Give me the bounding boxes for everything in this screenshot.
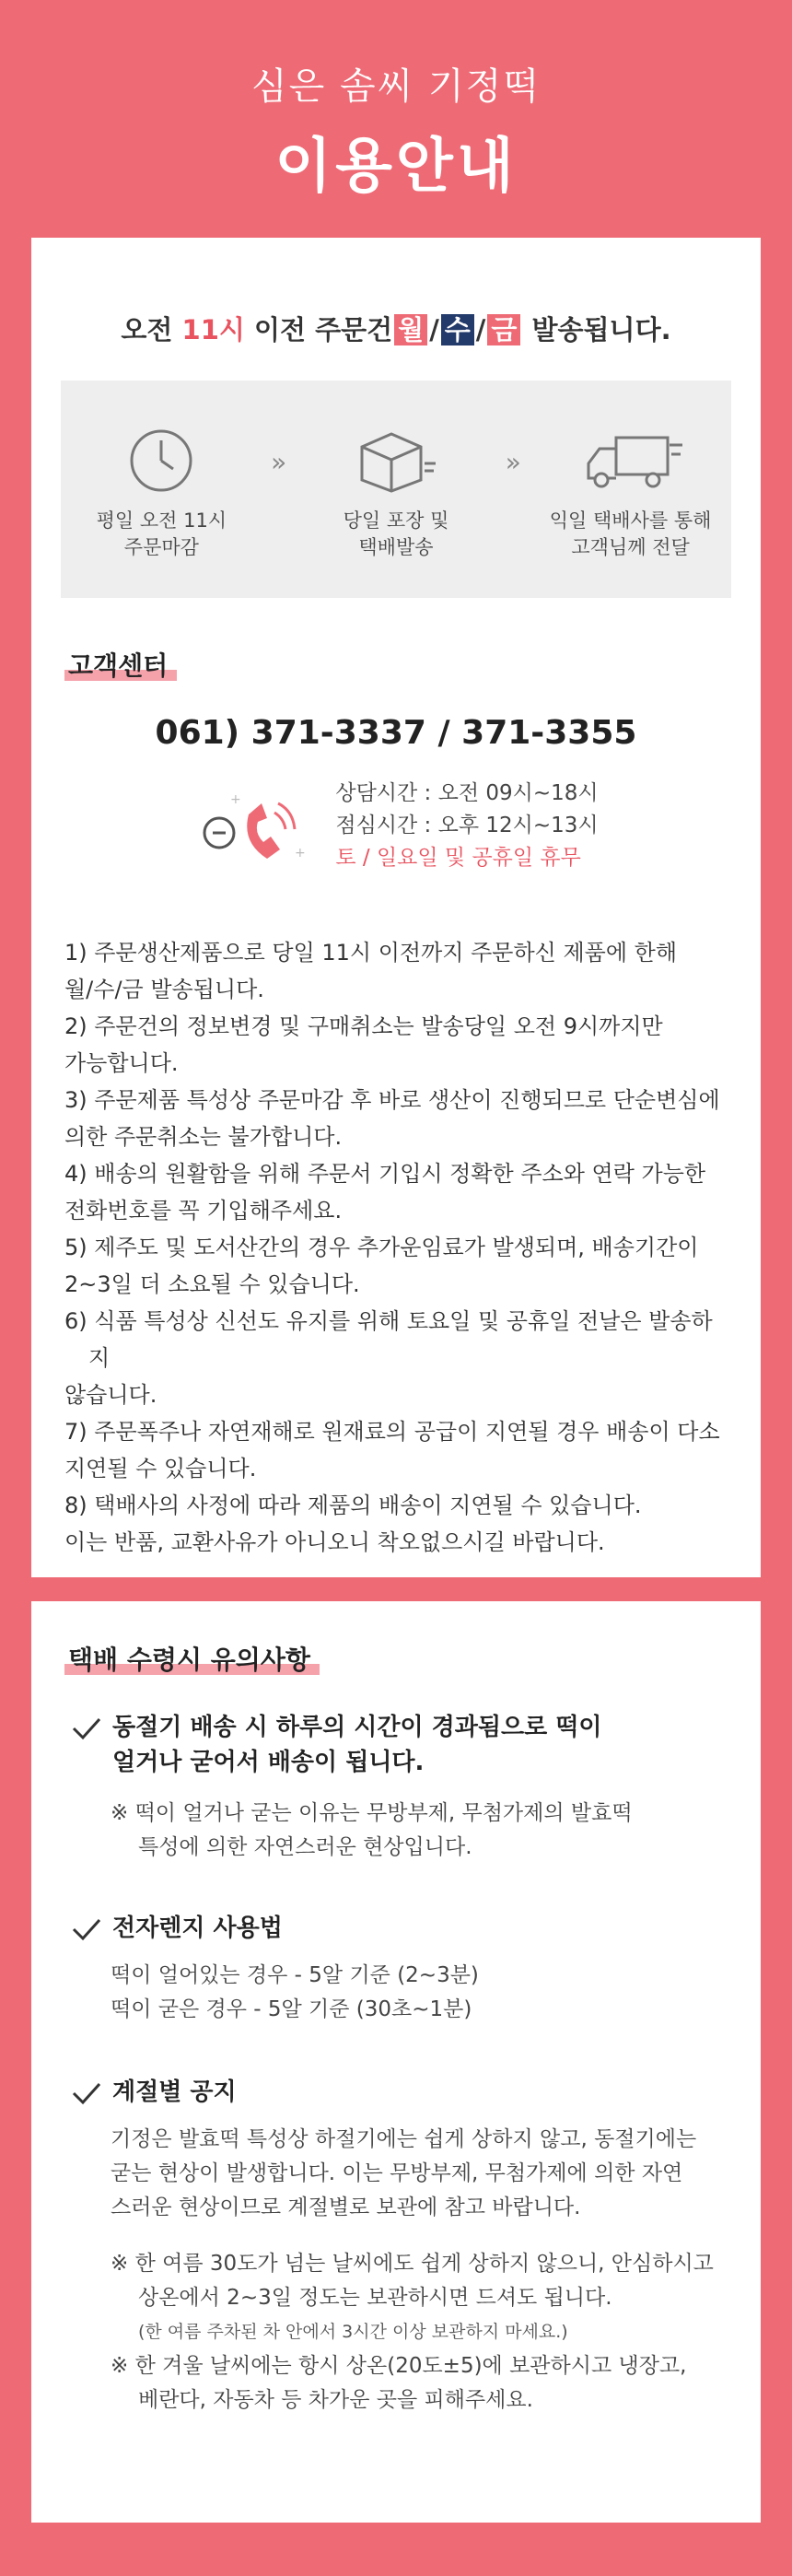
- step-arrow: »: [505, 447, 521, 477]
- rule-item: 5) 제주도 및 도서산간의 경우 추가운임료가 발생되며, 배송기간이 2~3일 더 소요될 수 있습니다.: [64, 1235, 699, 1297]
- day-mon: 월: [394, 314, 427, 345]
- microwave-hardened: 떡이 굳은 경우 - 5알 기준 (30초~1분): [111, 1997, 472, 2021]
- delivery-card: [31, 1601, 761, 2523]
- note-line: 특성에 의한 자연스러운 현상입니다.: [138, 1835, 472, 1859]
- day-wed: 수: [441, 314, 474, 345]
- business-hours: [31, 778, 761, 879]
- heading-line: 동절기 배송 시 하루의 시간이 경과됨으로 떡이: [112, 1714, 602, 1741]
- customer-center-title: 고객센터: [64, 646, 171, 683]
- step-line: 평일 오전 11시: [96, 509, 227, 532]
- heading-text: 전자렌지 사용법: [112, 1914, 283, 1942]
- body-line: 굳는 현상이 발생합니다. 이는 무방부제, 무첨가제에 의한 자연: [111, 2161, 683, 2185]
- body-line: 기정은 발효떡 특성상 하절기에는 쉽게 상하지 않고, 동절기에는: [111, 2127, 697, 2151]
- phone-number[interactable]: 061) 371-3337 / 371-3355: [155, 714, 637, 752]
- microwave-instructions: [111, 1959, 733, 2027]
- note-line: ※ 떡이 얼거나 굳는 이유는 무방부제, 무첨가제의 발효떡: [111, 1801, 633, 1825]
- step-line: 당일 포장 및: [343, 509, 449, 532]
- process-steps: [61, 381, 731, 598]
- rule-item: 4) 배송의 원활함을 위해 주문서 기입시 정확한 주소와 연락 가능한 전화번호를 꼭 기입해주세요.: [64, 1161, 706, 1224]
- note-line: ※ 한 겨울 날씨에는 항시 상온(20도±5)에 보관하시고 냉장고,: [111, 2354, 687, 2378]
- rule-item: 1) 주문생산제품으로 당일 11시 이전까지 주문하신 제품에 한해 월/수/금 발송됩니다.: [64, 940, 678, 1002]
- rule-item: 8) 택배사의 사정에 따라 제품의 배송이 지연될 수 있습니다. 이는 반품, 교환사유가 아니오니 착오없으시길 바랍니다.: [64, 1493, 642, 1555]
- notice-sep: /: [475, 314, 486, 345]
- winter-delivery-heading: [70, 1710, 761, 1780]
- seasonal-body: [111, 2123, 733, 2225]
- rules-list: [64, 934, 728, 1561]
- rule-item: 7) 주문폭주나 자연재해로 원재료의 공급이 지연될 경우 배송이 다소 지연될 수 있습니다.: [64, 1419, 720, 1481]
- summer-note: [111, 2247, 761, 2349]
- winter-storage-note: [111, 2349, 761, 2418]
- step-order-deadline: [69, 427, 253, 561]
- check-icon: [70, 2077, 103, 2110]
- rule-item: 2) 주문건의 정보변경 및 구매취소는 발송당일 오전 9시까지만 가능합니다.: [64, 1013, 663, 1076]
- check-icon: [70, 1913, 103, 1946]
- microwave-heading: [70, 1911, 761, 1946]
- notice-post: 발송됩니다.: [531, 314, 671, 345]
- closed-days: 토 / 일요일 및 공휴일 휴무: [335, 846, 581, 870]
- notice-time: 11시: [181, 314, 245, 345]
- delivery-title: 택배 수령시 유의사항: [64, 1640, 314, 1677]
- day-fri: 금: [487, 314, 520, 345]
- page-subtitle: 심은 솜씨 기정떡: [251, 65, 541, 108]
- winter-note: [111, 1797, 761, 1865]
- step-line: 주문마감: [123, 536, 199, 558]
- hours-text: [335, 778, 598, 879]
- step-packaging: [304, 427, 488, 561]
- rule-item: 3) 주문제품 특성상 주문마감 후 바로 생산이 진행되므로 단순변심에 의한 주문취소는 불가합니다.: [64, 1087, 720, 1150]
- box-icon: [355, 427, 437, 495]
- step-delivery: [539, 427, 723, 561]
- notice-pre: 오전: [121, 314, 173, 345]
- lunch-hours: 점심시간 : 오후 12시~13시: [335, 814, 599, 837]
- step-arrow: »: [271, 447, 287, 477]
- check-icon: [70, 1712, 103, 1745]
- svg-text:+: +: [295, 846, 307, 861]
- page-header: [0, 0, 792, 204]
- heading-line: 얼거나 굳어서 배송이 됩니다.: [112, 1749, 425, 1776]
- step-line: 고객님께 전달: [571, 536, 690, 558]
- page-title: 이용안내: [274, 133, 518, 201]
- notice-sep: /: [429, 314, 439, 345]
- notice-mid: 이전 주문건: [254, 314, 393, 345]
- note-line: 베란다, 자동차 등 차가운 곳을 피해주세요.: [138, 2388, 533, 2412]
- heading-text: 계절별 공지: [112, 2078, 237, 2106]
- body-line: 스러운 현상이므로 계절별로 보관에 참고 바랍니다.: [111, 2195, 581, 2219]
- svg-text:+: +: [230, 792, 242, 807]
- step-line: 택배발송: [358, 536, 434, 558]
- rule-item: 6) 식품 특성상 신선도 유지를 위해 토요일 및 공휴일 전날은 발송하지 않습니다.: [64, 1308, 713, 1408]
- seasonal-heading: [70, 2075, 761, 2110]
- truck-icon: [576, 427, 686, 495]
- step-line: 익일 택배사를 통해: [549, 509, 712, 532]
- dispatch-notice: [31, 310, 761, 347]
- clock-icon: [127, 427, 195, 495]
- phone-icon: [193, 778, 313, 879]
- note-line: (한 여름 주차된 차 안에서 3시간 이상 보관하지 마세요.): [138, 2322, 568, 2342]
- consult-hours: 상담시간 : 오전 09시~18시: [335, 781, 599, 805]
- note-line: ※ 한 여름 30도가 넘는 날씨에도 쉽게 상하지 않으니, 안심하시고: [111, 2252, 714, 2276]
- note-line: 상온에서 2~3일 정도는 보관하시면 드셔도 됩니다.: [138, 2286, 612, 2310]
- info-card: [31, 238, 761, 1577]
- microwave-frozen: 떡이 얼어있는 경우 - 5알 기준 (2~3분): [111, 1963, 479, 1987]
